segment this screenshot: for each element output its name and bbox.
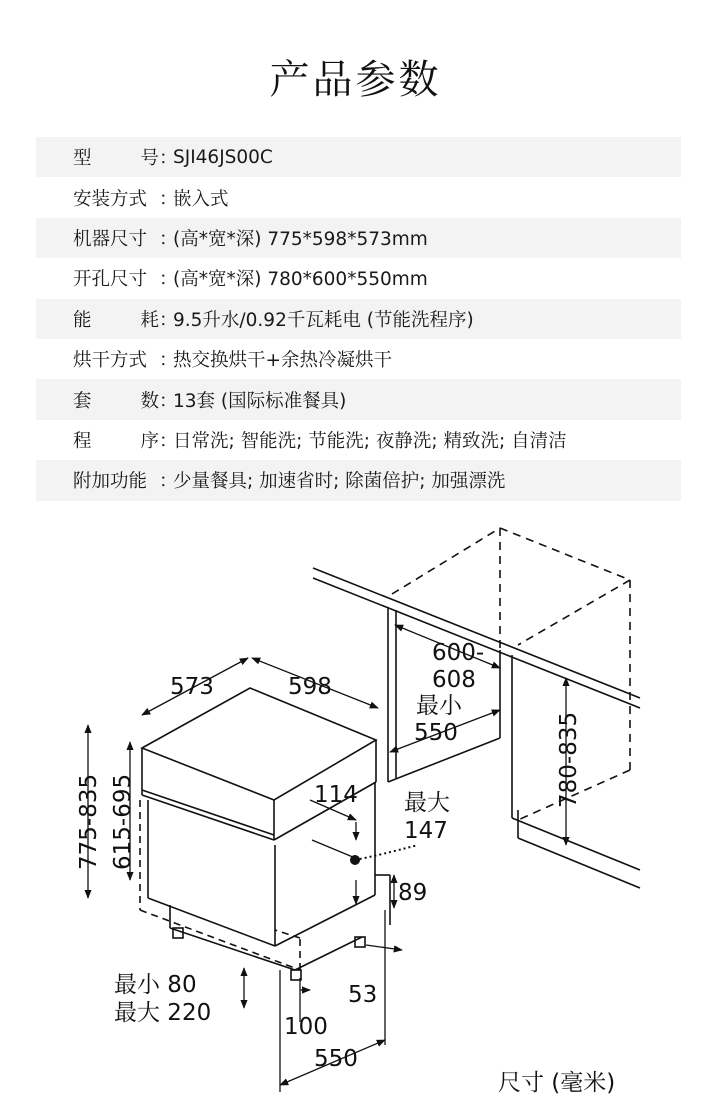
label-53: 53 — [348, 982, 378, 1008]
spec-colon: ： — [159, 188, 178, 210]
label-608: 608 — [432, 667, 476, 693]
label-600: 600- — [432, 640, 485, 666]
label-780-835: 780-835 — [556, 711, 582, 808]
spec-label — [73, 427, 159, 453]
spec-label-text: 附加功能 — [73, 471, 148, 493]
spec-value: SJI46JS00C — [173, 146, 273, 168]
label-598: 598 — [288, 674, 332, 700]
spec-label-text: 数 — [140, 390, 159, 412]
spec-label-text: 耗 — [140, 309, 159, 331]
spec-value: 热交换烘干+余热冷凝烘干 — [173, 350, 393, 372]
spec-label-text: 套 — [73, 390, 92, 412]
spec-label — [73, 144, 159, 170]
spec-row — [36, 299, 681, 339]
marker-dot — [350, 855, 360, 865]
label-89: 89 — [398, 880, 428, 906]
label-100: 100 — [284, 1014, 328, 1040]
spec-label — [73, 265, 159, 291]
spec-label-text: 烘干方式 — [73, 350, 148, 372]
spec-label-text: 程 — [73, 430, 92, 452]
leader-dotted — [355, 845, 418, 860]
spec-label — [73, 306, 159, 332]
spec-row — [36, 218, 681, 258]
spec-colon: ： — [159, 350, 178, 372]
spec-label-text: 开孔尺寸 — [73, 269, 148, 291]
spec-table — [36, 137, 681, 501]
spec-row — [36, 339, 681, 379]
unit-caption: 尺寸 (毫米) — [498, 1070, 616, 1096]
spec-colon: ： — [159, 148, 178, 170]
spec-label-text: 型 — [73, 148, 92, 170]
spec-colon: ： — [159, 390, 178, 412]
spec-label — [73, 346, 159, 372]
spec-row — [36, 379, 681, 419]
spec-value: 嵌入式 — [173, 188, 229, 210]
spec-colon: ： — [159, 309, 178, 331]
spec-value: 13套 (国际标准餐具) — [173, 390, 347, 412]
spec-label-text: 安装方式 — [73, 188, 148, 210]
spec-row — [36, 460, 681, 500]
label-min: 最小 — [416, 693, 462, 719]
spec-colon: ： — [159, 471, 178, 493]
spec-label-text: 机器尺寸 — [73, 228, 148, 250]
spec-colon: ： — [159, 269, 178, 291]
dimension-diagram — [0, 500, 711, 1100]
countertop-shape — [313, 568, 640, 708]
spec-value: 9.5升水/0.92千瓦耗电 (节能洗程序) — [173, 309, 474, 331]
label-573: 573 — [170, 674, 214, 700]
label-147: 147 — [404, 818, 448, 844]
niche-hidden-edges — [392, 528, 630, 820]
label-615-695: 615-695 — [110, 773, 136, 870]
spec-label — [73, 225, 159, 251]
spec-row — [36, 177, 681, 217]
spec-value: 日常洗; 智能洗; 节能洗; 夜静洗; 精致洗; 自清洁 — [173, 430, 567, 452]
spec-label — [73, 185, 159, 211]
spec-value: 少量餐具; 加速省时; 除菌倍护; 加强漂洗 — [173, 471, 506, 493]
feet-shape — [173, 928, 365, 980]
spec-colon: ： — [159, 228, 178, 250]
spec-colon: ： — [159, 430, 178, 452]
label-max: 最大 — [404, 790, 450, 816]
spec-row — [36, 137, 681, 177]
page-title: 产品参数 — [269, 57, 442, 103]
label-plinth-min: 最小 80 — [114, 972, 197, 998]
niche-outline — [388, 607, 640, 888]
label-550-niche: 550 — [414, 720, 458, 746]
label-plinth-max: 最大 220 — [114, 1000, 212, 1026]
label-775-835: 775-835 — [76, 773, 102, 870]
spec-label — [73, 467, 159, 493]
spec-label-text: 序 — [140, 430, 159, 452]
label-550-bottom: 550 — [314, 1046, 358, 1072]
spec-row — [36, 420, 681, 460]
spec-value: (高*宽*深) 775*598*573mm — [173, 228, 428, 250]
label-114: 114 — [314, 782, 358, 808]
spec-row — [36, 258, 681, 298]
spec-label-text: 能 — [73, 309, 92, 331]
spec-label-text: 号 — [140, 148, 159, 170]
spec-value: (高*宽*深) 780*600*550mm — [173, 269, 428, 291]
spec-label — [73, 387, 159, 413]
